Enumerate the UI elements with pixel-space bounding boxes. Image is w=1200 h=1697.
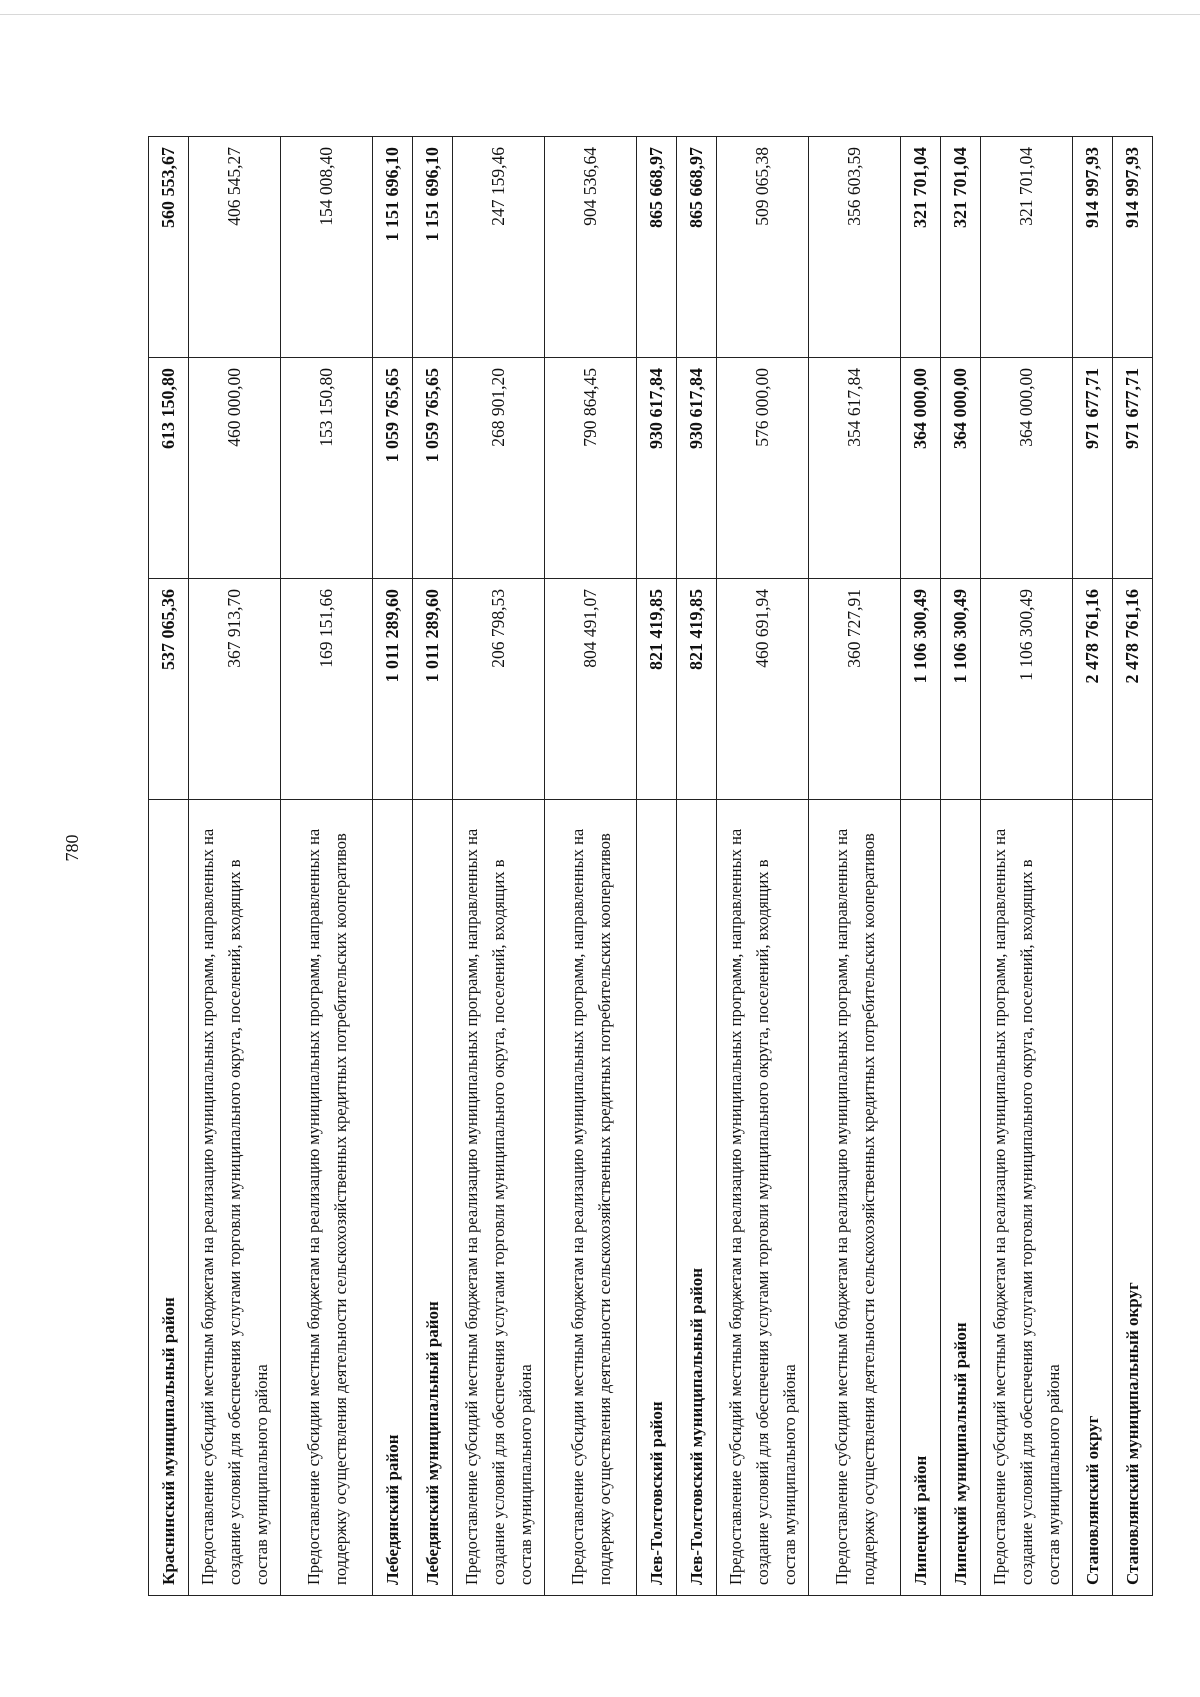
value-cell-col-1: 537 065,36 <box>149 579 189 800</box>
value-cell-col-1: 1 106 300,49 <box>941 579 981 800</box>
table-row <box>281 137 373 1596</box>
row-name-cell: Лебедянский район <box>373 800 413 1596</box>
table-row-total <box>1113 137 1153 1596</box>
table-row <box>189 137 281 1596</box>
value-cell-col-3: 509 065,38 <box>717 137 809 358</box>
value-cell-col-1: 2 478 761,16 <box>1113 579 1153 800</box>
value-cell-col-3: 904 536,64 <box>545 137 637 358</box>
table-row-total <box>149 137 189 1596</box>
row-name-cell: Предоставление субсидии местным бюджетам на реализацию муниципальных программ, направленных на поддержку осуществления деятельности сельскохозяйственных кредитных потребительских кооперативов <box>281 800 373 1596</box>
table-row-total <box>637 137 677 1596</box>
value-cell-col-2: 354 617,84 <box>809 358 901 579</box>
value-cell-col-2: 930 617,84 <box>677 358 717 579</box>
row-name-cell: Лебедянский муниципальный район <box>413 800 453 1596</box>
row-name-cell: Краснинский муниципальный район <box>149 800 189 1596</box>
value-cell-col-3: 865 668,97 <box>637 137 677 358</box>
table-row-total <box>413 137 453 1596</box>
row-name-cell: Становлянский муниципальный округ <box>1113 800 1153 1596</box>
value-cell-col-3: 865 668,97 <box>677 137 717 358</box>
table-row <box>981 137 1073 1596</box>
value-cell-col-1: 2 478 761,16 <box>1073 579 1113 800</box>
value-cell-col-1: 367 913,70 <box>189 579 281 800</box>
table-row-total <box>1073 137 1113 1596</box>
value-cell-col-2: 971 677,71 <box>1113 358 1153 579</box>
row-name-cell: Предоставление субсидий местным бюджетам на реализацию муниципальных программ, направленных на создание условий для обеспечения услугами торговли муниципального округа, поселений, входящих в состав муниципального района <box>453 800 545 1596</box>
scan-edge-line <box>0 14 1200 15</box>
budget-table <box>148 136 1153 1596</box>
value-cell-col-2: 268 901,20 <box>453 358 545 579</box>
value-cell-col-3: 406 545,27 <box>189 137 281 358</box>
table-row <box>545 137 637 1596</box>
value-cell-col-2: 460 000,00 <box>189 358 281 579</box>
value-cell-col-3: 1 151 696,10 <box>413 137 453 358</box>
value-cell-col-1: 169 151,66 <box>281 579 373 800</box>
value-cell-col-1: 804 491,07 <box>545 579 637 800</box>
value-cell-col-3: 560 553,67 <box>149 137 189 358</box>
value-cell-col-1: 1 106 300,49 <box>901 579 941 800</box>
value-cell-col-1: 1 011 289,60 <box>413 579 453 800</box>
value-cell-col-2: 364 000,00 <box>981 358 1073 579</box>
value-cell-col-1: 460 691,94 <box>717 579 809 800</box>
value-cell-col-3: 154 008,40 <box>281 137 373 358</box>
value-cell-col-2: 930 617,84 <box>637 358 677 579</box>
row-name-cell: Предоставление субсидий местным бюджетам на реализацию муниципальных программ, направленных на создание условий для обеспечения услугами торговли муниципального округа, поселений, входящих в состав муниципального района <box>189 800 281 1596</box>
value-cell-col-2: 364 000,00 <box>901 358 941 579</box>
value-cell-col-2: 1 059 765,65 <box>373 358 413 579</box>
value-cell-col-3: 321 701,04 <box>981 137 1073 358</box>
value-cell-col-1: 1 106 300,49 <box>981 579 1073 800</box>
value-cell-col-3: 914 997,93 <box>1073 137 1113 358</box>
table-row-total <box>901 137 941 1596</box>
rotated-table-container <box>148 137 1142 1596</box>
budget-table-body <box>149 137 1153 1596</box>
value-cell-col-1: 1 011 289,60 <box>373 579 413 800</box>
row-name-cell: Лев-Толстовский муниципальный район <box>677 800 717 1596</box>
value-cell-col-2: 971 677,71 <box>1073 358 1113 579</box>
table-row <box>717 137 809 1596</box>
value-cell-col-2: 153 150,80 <box>281 358 373 579</box>
row-name-cell: Предоставление субсидии местным бюджетам на реализацию муниципальных программ, направленных на поддержку осуществления деятельности сельскохозяйственных кредитных потребительских кооперативов <box>545 800 637 1596</box>
row-name-cell: Липецкий муниципальный район <box>941 800 981 1596</box>
value-cell-col-2: 364 000,00 <box>941 358 981 579</box>
value-cell-col-3: 321 701,04 <box>941 137 981 358</box>
row-name-cell: Предоставление субсидии местным бюджетам на реализацию муниципальных программ, направленных на поддержку осуществления деятельности сельскохозяйственных кредитных потребительских кооперативов <box>809 800 901 1596</box>
value-cell-col-2: 576 000,00 <box>717 358 809 579</box>
row-name-cell: Предоставление субсидий местным бюджетам на реализацию муниципальных программ, направленных на создание условий для обеспечения услугами торговли муниципального округа, поселений, входящих в состав муниципального района <box>981 800 1073 1596</box>
table-row-total <box>677 137 717 1596</box>
value-cell-col-3: 247 159,46 <box>453 137 545 358</box>
row-name-cell: Предоставление субсидий местным бюджетам на реализацию муниципальных программ, направленных на создание условий для обеспечения услугами торговли муниципального округа, поселений, входящих в состав муниципального района <box>717 800 809 1596</box>
value-cell-col-3: 914 997,93 <box>1113 137 1153 358</box>
table-row-total <box>373 137 413 1596</box>
value-cell-col-2: 790 864,45 <box>545 358 637 579</box>
value-cell-col-1: 821 419,85 <box>677 579 717 800</box>
row-name-cell: Становлянский округ <box>1073 800 1113 1596</box>
value-cell-col-1: 206 798,53 <box>453 579 545 800</box>
table-row <box>809 137 901 1596</box>
value-cell-col-1: 360 727,91 <box>809 579 901 800</box>
table-row <box>453 137 545 1596</box>
page-number: 780 <box>62 834 82 862</box>
table-row-total <box>941 137 981 1596</box>
row-name-cell: Лев-Толстовский район <box>637 800 677 1596</box>
value-cell-col-3: 356 603,59 <box>809 137 901 358</box>
row-name-cell: Липецкий район <box>901 800 941 1596</box>
value-cell-col-3: 321 701,04 <box>901 137 941 358</box>
value-cell-col-1: 821 419,85 <box>637 579 677 800</box>
value-cell-col-2: 613 150,80 <box>149 358 189 579</box>
value-cell-col-3: 1 151 696,10 <box>373 137 413 358</box>
value-cell-col-2: 1 059 765,65 <box>413 358 453 579</box>
